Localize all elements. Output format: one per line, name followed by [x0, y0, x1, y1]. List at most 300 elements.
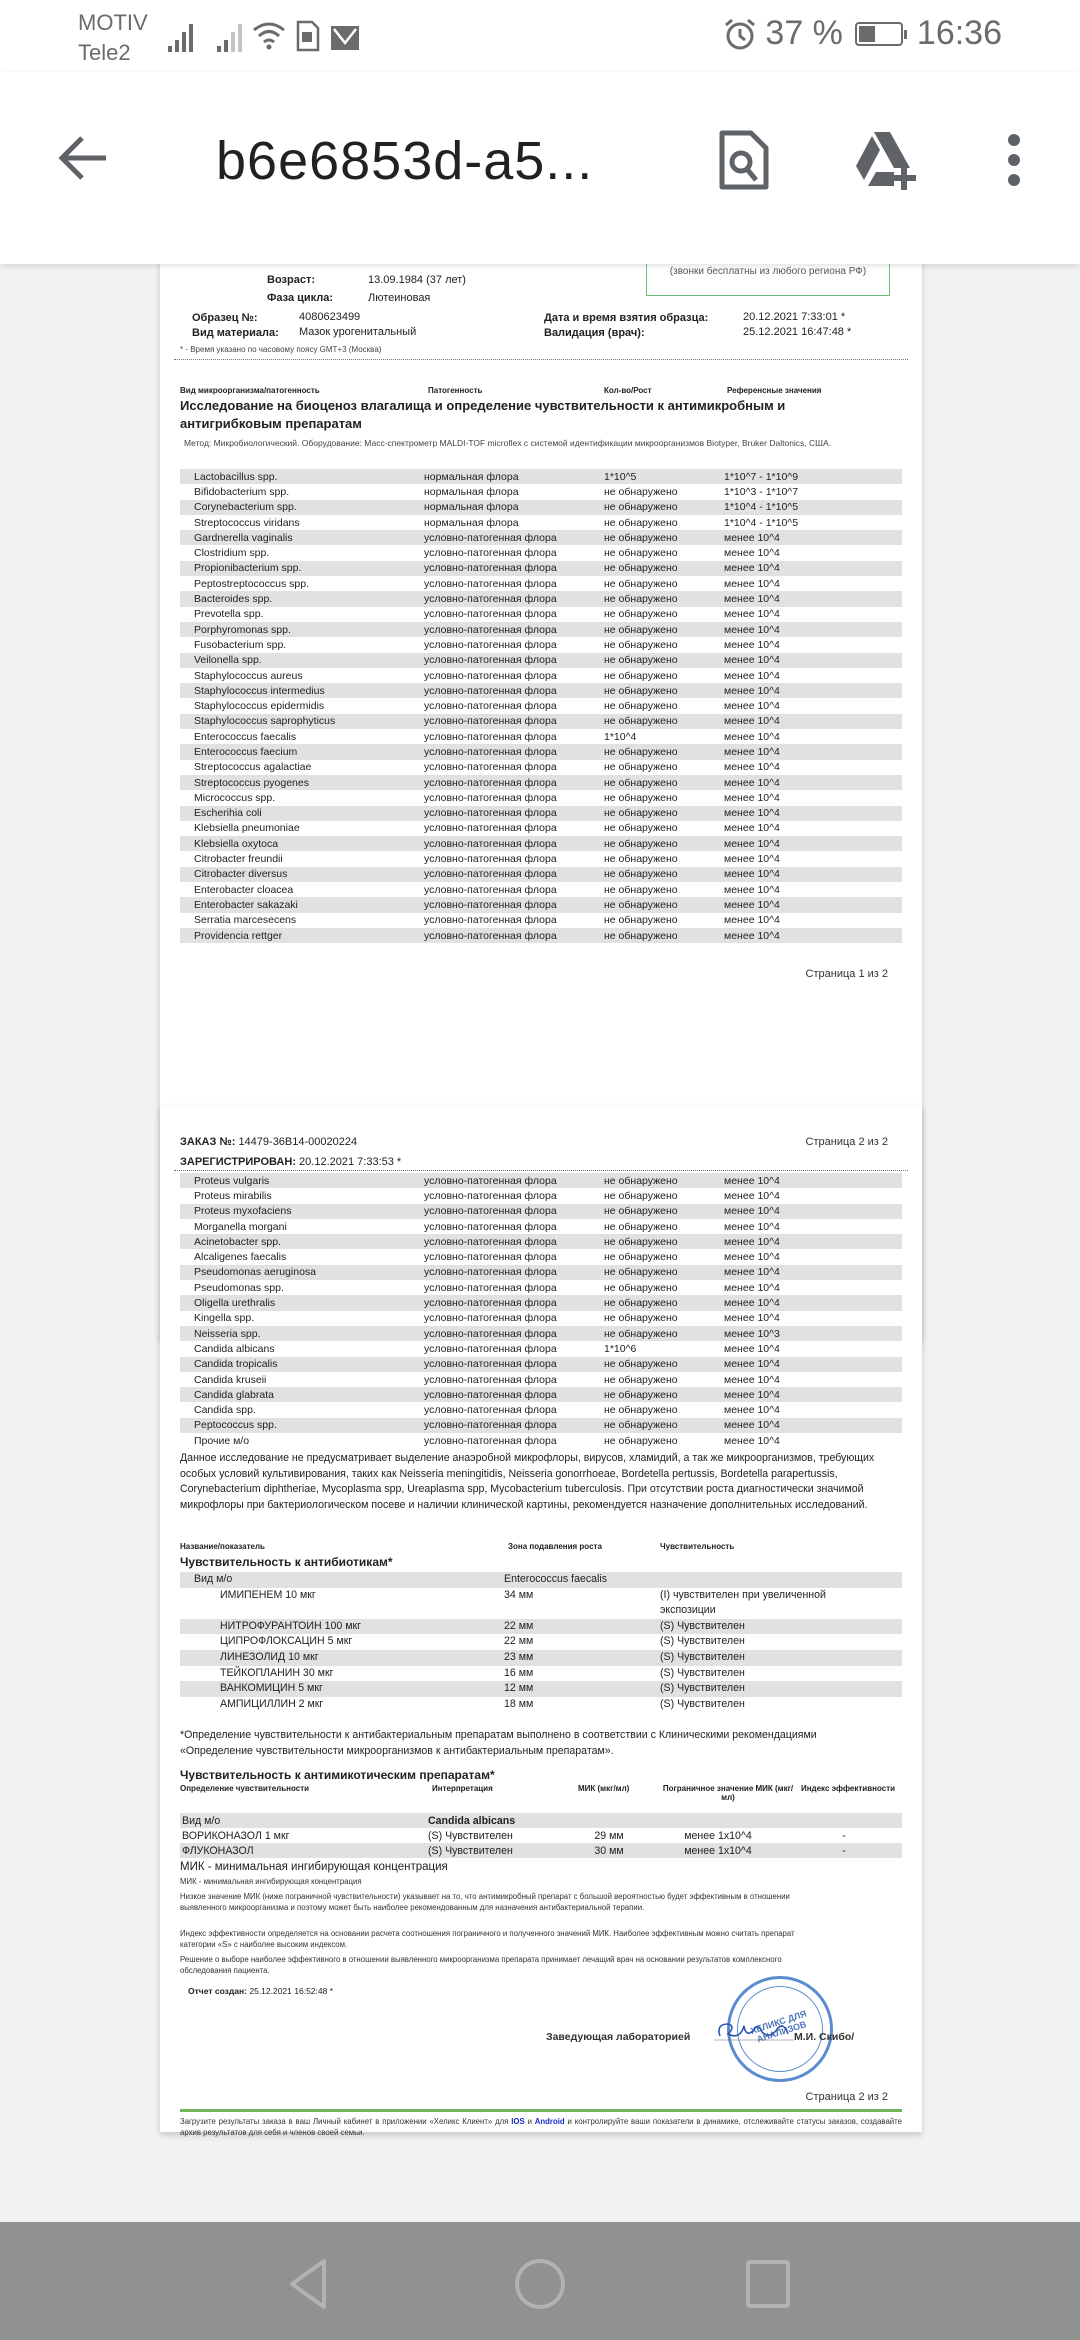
table-row — [180, 1173, 902, 1188]
amount-cell: не обнаружено — [604, 898, 678, 911]
amount-cell: не обнаружено — [604, 776, 678, 789]
organism-cell: Micrococcus spp. — [194, 791, 276, 804]
organism-cell: Enterobacter sakazaki — [194, 898, 298, 911]
find-in-document-button[interactable] — [708, 124, 780, 196]
reference-cell: менее 10^4 — [724, 1174, 780, 1187]
reference-cell: менее 10^4 — [724, 1205, 780, 1218]
promo-and: и — [527, 2117, 532, 2126]
table-row — [180, 1249, 902, 1264]
signal-icon — [168, 22, 193, 52]
am-col-header-5: Индекс эффективности — [800, 1784, 896, 1793]
amount-cell: не обнаружено — [604, 700, 678, 713]
reference-cell: менее 10^4 — [724, 638, 780, 651]
mic-definition-large: МИК - минимальная ингибирующая концентрация — [180, 1861, 448, 1873]
antibiotic-row — [180, 1588, 902, 1619]
pathogenicity-cell: условно-патогенная флора — [424, 1189, 557, 1202]
report-created-value: 25.12.2021 16:52:48 * — [249, 1986, 334, 1996]
amount-cell: не обнаружено — [604, 654, 678, 667]
antimycotic-rows — [180, 1828, 902, 1858]
order-value: 14479-36B14-00020224 — [238, 1136, 358, 1148]
antimycotic-row — [180, 1828, 902, 1843]
reference-cell: менее 10^4 — [724, 745, 780, 758]
antibiotic-name: ЛИНЕЗОЛИД 10 мкг — [220, 1650, 319, 1663]
table-row — [180, 867, 902, 882]
table-row — [180, 1387, 902, 1402]
battery-percent: 37 % — [765, 14, 843, 52]
nav-recents-icon — [745, 2259, 791, 2309]
table-row — [180, 1433, 902, 1448]
divider — [174, 359, 908, 360]
reference-cell: менее 10^4 — [724, 715, 780, 728]
validation-value: 25.12.2021 16:47:48 * — [743, 326, 852, 338]
am-col-header-4: Пограничное значение МИК (мкг/мл) — [662, 1784, 794, 1802]
amount-cell: не обнаружено — [604, 1251, 678, 1264]
phone-note: (звонки бесплатны из любого региона РФ) — [669, 266, 867, 277]
organism-row — [180, 1572, 902, 1588]
table-row — [180, 790, 902, 805]
antibiotic-row — [180, 1697, 902, 1713]
sensitivity: (S) Чувствителен — [660, 1635, 745, 1648]
reference-cell: менее 10^4 — [724, 1281, 780, 1294]
organism-row — [180, 1813, 902, 1828]
pathogenicity-cell: условно-патогенная флора — [424, 1281, 557, 1294]
antibiotics-footnote: *Определение чувствительности к антибактериальным препаратам выполнено в соответствии с Клиническими рекомендациями «Определение чувствительности микроорганизмов к антибактериальным препаратам». — [180, 1729, 817, 1757]
table-row — [180, 591, 902, 606]
mic-definition-small: МИК - минимальная ингибирующая концентрация — [180, 1877, 362, 1886]
table-row — [180, 806, 902, 821]
inhibition-zone: 23 мм — [504, 1650, 534, 1663]
table-row — [180, 714, 902, 729]
back-arrow-icon — [58, 132, 110, 184]
antibiotic-row — [180, 1650, 902, 1666]
organism-cell: Citrobacter freundii — [194, 853, 283, 866]
table-row — [180, 515, 902, 530]
reference-cell: менее 10^4 — [724, 1297, 780, 1310]
report-created-label: Отчет создан: — [188, 1986, 247, 1996]
drug-name: ФЛУКОНАЗОЛ — [182, 1844, 254, 1857]
amount-cell: не обнаружено — [604, 715, 678, 728]
android-link[interactable]: Android — [534, 2117, 565, 2126]
pathogenicity-cell: условно-патогенная флора — [424, 531, 557, 544]
reference-cell: менее 10^4 — [724, 531, 780, 544]
organism-cell: Candida glabrata — [194, 1388, 274, 1401]
inhibition-zone: 34 мм — [504, 1588, 534, 1601]
reference-cell: 1*10^3 - 1*10^7 — [724, 485, 799, 498]
amount-cell: не обнаружено — [604, 1297, 678, 1310]
table-row — [180, 1265, 902, 1280]
table-row — [180, 928, 902, 943]
pdf-viewer[interactable] — [0, 264, 1080, 2224]
pathogenicity-cell: условно-патогенная флора — [424, 1358, 557, 1371]
table-row — [180, 897, 902, 912]
amount-cell: не обнаружено — [604, 562, 678, 575]
table-row — [180, 821, 902, 836]
organism-cell: Gardnerella vaginalis — [194, 531, 293, 544]
efficacy-index: - — [842, 1829, 846, 1842]
amount-cell: 1*10^4 — [604, 730, 637, 743]
pathogenicity-cell: условно-патогенная флора — [424, 730, 557, 743]
status-icons-left — [168, 18, 360, 52]
amount-cell: 1*10^6 — [604, 1342, 637, 1355]
table-row — [180, 1280, 902, 1295]
organism-cell: Bacteroides spp. — [194, 593, 273, 606]
signature-label: Заведующая лабораторией — [546, 2031, 691, 2043]
organism-cell: Proteus mirabilis — [194, 1189, 272, 1202]
table-row — [180, 1357, 902, 1372]
mic-note-2: Индекс эффективности определяется на основании расчета соотношения пограничного и полученного значений МИК. Наиболее эффективным можно считать препарат категории «S» с наиболее высоким индексом. — [180, 1929, 795, 1949]
antimycotics-title: Чувствительность к антимикотическим препаратам* — [180, 1768, 495, 1782]
page-number-top: Страница 2 из 2 — [805, 1136, 888, 1148]
amount-cell: не обнаружено — [604, 1281, 678, 1294]
reference-cell: менее 10^4 — [724, 1434, 780, 1447]
antibiotic-rows — [180, 1588, 902, 1713]
signature-icon — [714, 2018, 794, 2044]
pathogenicity-cell: условно-патогенная флора — [424, 745, 557, 758]
reference-cell: менее 10^4 — [724, 1189, 780, 1202]
pathogenicity-cell: условно-патогенная флора — [424, 807, 557, 820]
antibiotics-title: Чувствительность к антибиотикам* — [180, 1555, 393, 1569]
amount-cell: не обнаружено — [604, 761, 678, 774]
organism-cell: Klebsiella oxytoca — [194, 837, 279, 850]
table-row — [180, 1204, 902, 1219]
table-row — [180, 760, 902, 775]
pathogenicity-cell: условно-патогенная флора — [424, 1327, 557, 1340]
amount-cell: не обнаружено — [604, 1220, 678, 1233]
reference-cell: менее 10^4 — [724, 700, 780, 713]
table-row — [180, 882, 902, 897]
page-number-bottom: Страница 2 из 2 — [805, 2091, 888, 2103]
table-row — [180, 851, 902, 866]
nav-back-button[interactable] — [280, 2256, 336, 2312]
organism-cell: Klebsiella pneumoniae — [194, 822, 300, 835]
table-row — [180, 1234, 902, 1249]
table-row — [180, 545, 902, 560]
status-icons-right — [723, 14, 1002, 53]
reference-cell: менее 10^4 — [724, 1419, 780, 1432]
table-row — [180, 530, 902, 545]
divider — [174, 1170, 908, 1171]
table-row — [180, 1188, 902, 1203]
amount-cell: не обнаружено — [604, 1327, 678, 1340]
pathogenicity-cell: условно-патогенная флора — [424, 593, 557, 606]
organism-cell: Pseudomonas spp. — [194, 1281, 284, 1294]
pathogenicity-cell: условно-патогенная флора — [424, 791, 557, 804]
table-row — [180, 1295, 902, 1310]
amount-cell: 1*10^5 — [604, 470, 637, 483]
nav-home-icon — [513, 2257, 567, 2311]
reference-cell: менее 10^4 — [724, 822, 780, 835]
pathogenicity-cell: нормальная флора — [424, 501, 519, 514]
organism-cell: Providencia rettger — [194, 929, 283, 942]
drug-name: ВОРИКОНАЗОЛ 1 мкг — [182, 1829, 290, 1842]
back-button[interactable] — [52, 126, 116, 190]
amount-cell: не обнаружено — [604, 684, 678, 697]
pathogenicity-cell: условно-патогенная флора — [424, 700, 557, 713]
reference-cell: менее 10^4 — [724, 1373, 780, 1386]
reference-cell: менее 10^4 — [724, 623, 780, 636]
add-to-drive-button[interactable] — [850, 124, 922, 196]
table-row — [180, 500, 902, 515]
wifi-icon — [252, 20, 286, 52]
antimycotic-row — [180, 1843, 902, 1858]
organism-cell: Enterococcus faecalis — [194, 730, 297, 743]
table-row — [180, 1311, 902, 1326]
pathogenicity-cell: условно-патогенная флора — [424, 715, 557, 728]
amount-cell: не обнаружено — [604, 531, 678, 544]
reference-cell: менее 10^4 — [724, 837, 780, 850]
sim-settings-icon — [296, 20, 320, 52]
carrier-1: MOTIV — [78, 10, 148, 35]
material-label: Вид материала: — [192, 327, 279, 339]
organism-cell: Bifidobacterium spp. — [194, 485, 290, 498]
amount-cell: не обнаружено — [604, 485, 678, 498]
reference-cell: менее 10^4 — [724, 1342, 780, 1355]
pathogenicity-cell: условно-патогенная флора — [424, 623, 557, 636]
pathogenicity-cell: условно-патогенная флора — [424, 654, 557, 667]
material-value: Мазок урогенитальный — [299, 326, 417, 338]
table-row — [180, 698, 902, 713]
pathogenicity-cell: условно-патогенная флора — [424, 638, 557, 651]
antibiotic-name: ИМИПЕНЕМ 10 мкг — [220, 1588, 316, 1601]
promo-text — [180, 2117, 902, 2138]
table-row — [180, 1372, 902, 1387]
amount-cell: не обнаружено — [604, 745, 678, 758]
inhibition-zone: 18 мм — [504, 1697, 534, 1710]
organism-value: Enterococcus faecalis — [504, 1573, 608, 1585]
mic-breakpoint: менее 1x10^4 — [684, 1829, 752, 1842]
am-col-header-2: Интерпретация — [432, 1784, 493, 1793]
table-row — [180, 668, 902, 683]
table-row — [180, 1402, 902, 1417]
pathogenicity-cell: условно-патогенная флора — [424, 669, 557, 682]
clock: 16:36 — [916, 14, 1002, 52]
green-divider — [180, 2109, 902, 2112]
col-header-reference: Референсные значения — [727, 386, 822, 395]
amount-cell: не обнаружено — [604, 1388, 678, 1401]
reference-cell: менее 10^3 — [724, 1327, 780, 1340]
pathogenicity-cell: условно-патогенная флора — [424, 1373, 557, 1386]
organism-label: Вид м/о — [182, 1814, 221, 1827]
pathogenicity-cell: условно-патогенная флора — [424, 608, 557, 621]
table-row — [180, 1326, 902, 1341]
reference-cell: менее 10^4 — [724, 776, 780, 789]
amount-cell: не обнаружено — [604, 1189, 678, 1202]
reference-cell: менее 10^4 — [724, 853, 780, 866]
table-row — [180, 836, 902, 851]
organism-cell: Proteus myxofaciens — [194, 1205, 292, 1218]
antimycotics-table — [180, 1813, 902, 1858]
pathogenicity-cell: условно-патогенная флора — [424, 1342, 557, 1355]
antibiotic-name: ЦИПРОФЛОКСАЦИН 5 мкг — [220, 1635, 353, 1648]
amount-cell: не обнаружено — [604, 1434, 678, 1447]
more-options-button[interactable] — [978, 124, 1050, 196]
amount-cell: не обнаружено — [604, 1266, 678, 1279]
organism-cell: Prevotella spp. — [194, 608, 264, 621]
amount-cell: не обнаружено — [604, 883, 678, 896]
pathogenicity-cell: условно-патогенная флора — [424, 1312, 557, 1325]
reference-cell: менее 10^4 — [724, 1312, 780, 1325]
table-row — [180, 469, 902, 484]
organism-cell: Прочие м/о — [194, 1434, 250, 1447]
document-title: b6e6853d-a5... — [216, 131, 594, 191]
interpretation: (S) Чувствителен — [428, 1844, 513, 1857]
carrier-2: Tele2 — [78, 40, 131, 65]
organism-cell: Staphylococcus intermedius — [194, 684, 325, 697]
pathogenicity-cell: условно-патогенная флора — [424, 853, 557, 866]
organism-cell: Peptostreptococcus spp. — [194, 577, 309, 590]
amount-cell: не обнаружено — [604, 593, 678, 606]
microflora-table-page-1 — [180, 469, 902, 943]
method-note: Метод: Микробиологический. Оборудование: Масс-спектрометр MALDI-TOF microflex с системой идентификации микроорганизмов Biotyper, Bruker Daltonics, США. — [184, 438, 831, 448]
antimycotics-header — [180, 1784, 900, 1810]
sample-date-value: 20.12.2021 7:33:01 * — [743, 311, 846, 323]
page-number: Страница 1 из 2 — [805, 968, 888, 980]
antibiotic-row — [180, 1666, 902, 1682]
antibiotic-name: НИТРОФУРАНТОИН 100 мкг — [220, 1619, 362, 1632]
organism-cell: Morganella morgani — [194, 1220, 287, 1233]
antibiotic-row — [180, 1634, 902, 1650]
sensitivity: (S) Чувствителен — [660, 1666, 745, 1679]
phase-value: Лютеиновая — [368, 292, 431, 304]
organism-cell: Corynebacterium spp. — [194, 501, 297, 514]
mic-value: 30 мм — [594, 1844, 624, 1857]
table-row — [180, 1341, 902, 1356]
antibiotic-row — [180, 1681, 902, 1697]
antibiotic-name: ВАНКОМИЦИН 5 мкг — [220, 1682, 323, 1695]
organism-cell: Staphylococcus epidermidis — [194, 700, 325, 713]
pathogenicity-cell: условно-патогенная флора — [424, 684, 557, 697]
order-label: ЗАКАЗ №: — [180, 1136, 236, 1148]
organism-cell: Pseudomonas aeruginosa — [194, 1266, 317, 1279]
reference-cell: менее 10^4 — [724, 1404, 780, 1417]
organism-cell: Fusobacterium spp. — [194, 638, 287, 651]
col-header-amount: Кол-во/Рост — [604, 386, 652, 395]
table-row — [180, 1219, 902, 1234]
nav-home-button[interactable] — [512, 2256, 568, 2312]
phase-label: Фаза цикла: — [267, 292, 334, 304]
organism-cell: Propionibacterium spp. — [194, 562, 302, 575]
pathogenicity-cell: нормальная флора — [424, 516, 519, 529]
reference-cell: менее 10^4 — [724, 669, 780, 682]
reference-cell: менее 10^4 — [724, 929, 780, 942]
amount-cell: не обнаружено — [604, 822, 678, 835]
amount-cell: не обнаружено — [604, 623, 678, 636]
registered-info — [180, 1156, 401, 1168]
age-value: 13.09.1984 (37 лет) — [368, 274, 466, 286]
microflora-table-page-2 — [180, 1173, 902, 1448]
col-header-pathogenicity: Патогенность — [428, 386, 483, 395]
table-row — [180, 744, 902, 759]
efficacy-index: - — [842, 1844, 846, 1857]
organism-cell: Staphylococcus aureus — [194, 669, 303, 682]
sample-number-label: Образец №: — [192, 312, 258, 324]
registered-label: ЗАРЕГИСТРИРОВАН: — [180, 1156, 296, 1168]
inhibition-zone: 22 мм — [504, 1635, 534, 1648]
organism-cell: Candida spp. — [194, 1404, 256, 1417]
promo-text-end: и контролируйте ваши показатели в динамике, отслеживайте статусы заказов, создавайте архив результатов для себя и членов своей семьи. — [180, 2117, 902, 2137]
sensitivity: (S) Чувствителен — [660, 1682, 745, 1695]
amount-cell: не обнаружено — [604, 1373, 678, 1386]
ios-link[interactable]: IOS — [511, 2117, 525, 2126]
add-to-drive-icon — [854, 130, 918, 190]
table-row — [180, 775, 902, 790]
pathogenicity-cell: условно-патогенная флора — [424, 1434, 557, 1447]
interpretation: (S) Чувствителен — [428, 1829, 513, 1842]
mic-value: 29 мм — [594, 1829, 624, 1842]
amount-cell: не обнаружено — [604, 853, 678, 866]
amount-cell: не обнаружено — [604, 608, 678, 621]
registered-value: 20.12.2021 7:33:53 * — [299, 1156, 402, 1168]
organism-cell: Proteus vulgaris — [194, 1174, 270, 1187]
reference-cell: менее 10^4 — [724, 761, 780, 774]
organism-cell: Citrobacter diversus — [194, 868, 288, 881]
organism-cell: Serratia marcesecens — [194, 914, 297, 927]
amount-cell: не обнаружено — [604, 1419, 678, 1432]
pathogenicity-cell: условно-патогенная флора — [424, 822, 557, 835]
ab-col-header-sensitivity: Чувствительность — [660, 1542, 735, 1551]
more-vert-icon — [1004, 130, 1024, 190]
reference-cell: менее 10^4 — [724, 1220, 780, 1233]
disclaimer-text: Данное исследование не предусматривает выделение анаэробной микрофлоры, вирусов, хламидий, а так же микроорганизмов, требующих особых условий культивирования, таких как Neisseria meningitidis, Neisseria gonorrhoeae, Bordetella pertussis, Bordetella parapertussis, Corynebacterium diphtheriae, Mycoplasma spp, Ureaplasma spp, Mycobacterium tuberculosis. При отсутствии роста диагностически значимой микрофлоры при бактериологическом посеве и наличии клинической картины, рекомендуется назначение дополнительных исследований. — [180, 1452, 875, 1511]
reference-cell: 1*10^4 - 1*10^5 — [724, 501, 799, 514]
antibiotic-name: ТЕЙКОПЛАНИН 30 мкг — [220, 1666, 334, 1679]
amount-cell: не обнаружено — [604, 1358, 678, 1371]
nav-recents-button[interactable] — [740, 2256, 796, 2312]
find-in-document-icon — [719, 130, 769, 190]
amount-cell: не обнаружено — [604, 1174, 678, 1187]
pdf-page-2 — [160, 1106, 922, 2137]
organism-cell: Enterococcus faecium — [194, 745, 298, 758]
reference-cell: 1*10^4 - 1*10^5 — [724, 516, 799, 529]
reference-cell: менее 10^4 — [724, 898, 780, 911]
amount-cell: не обнаружено — [604, 516, 678, 529]
ab-col-header-name: Название/показатель — [180, 1542, 265, 1551]
organism-cell: Staphylococcus saprophyticus — [194, 715, 336, 728]
pathogenicity-cell: условно-патогенная флора — [424, 883, 557, 896]
reference-cell: менее 10^4 — [724, 883, 780, 896]
signature-name: М.И. Скибо/ — [794, 2031, 855, 2043]
promo-text-start: Загрузите результаты заказа в ваш Личный кабинет в приложении «Хеликс Клиент» для — [180, 2117, 509, 2126]
organism-label: Вид м/о — [194, 1573, 233, 1585]
reference-cell: менее 10^4 — [724, 608, 780, 621]
reference-cell: менее 10^4 — [724, 791, 780, 804]
battery-icon — [855, 22, 903, 46]
age-label: Возраст: — [267, 274, 315, 286]
amount-cell: не обнаружено — [604, 501, 678, 514]
sample-number-value: 4080623499 — [299, 311, 361, 323]
mic-note-3: Решение о выборе наиболее эффективного в отношении выявленного микроорганизма препарата принимает лечащий врач на основании результатов комплексного обследования пациента. — [180, 1955, 782, 1975]
pathogenicity-cell: условно-патогенная флора — [424, 776, 557, 789]
organism-value: Candida albicans — [428, 1814, 516, 1827]
reference-cell: менее 10^4 — [724, 684, 780, 697]
amount-cell: не обнаружено — [604, 1205, 678, 1218]
amount-cell: не обнаружено — [604, 669, 678, 682]
sample-date-label: Дата и время взятия образца: — [544, 312, 709, 324]
table-row — [180, 1418, 902, 1433]
reference-cell: менее 10^4 — [724, 1266, 780, 1279]
mic-breakpoint: менее 1x10^4 — [684, 1844, 752, 1857]
pathogenicity-cell: условно-патогенная флора — [424, 1235, 557, 1248]
amount-cell: не обнаружено — [604, 1312, 678, 1325]
pathogenicity-cell: условно-патогенная флора — [424, 1174, 557, 1187]
inhibition-zone: 22 мм — [504, 1619, 534, 1632]
sensitivity: (I) чувствителен при увеличенной экспозиции — [660, 1588, 826, 1617]
mail-icon — [330, 24, 360, 52]
pathogenicity-cell: условно-патогенная флора — [424, 898, 557, 911]
reference-cell: менее 10^4 — [724, 562, 780, 575]
organism-cell: Oligella urethralis — [194, 1297, 276, 1310]
antibiotics-table — [180, 1572, 902, 1712]
